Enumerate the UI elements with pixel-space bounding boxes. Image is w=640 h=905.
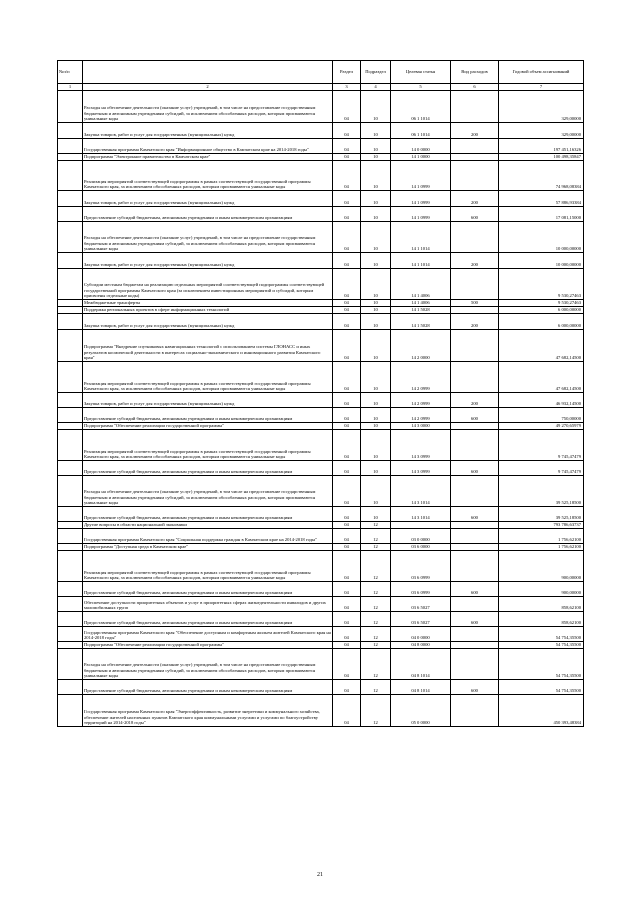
row-subsection-cell: 10 — [361, 393, 391, 408]
table-row — [58, 123, 584, 139]
table-row — [58, 314, 584, 330]
row-number-cell — [58, 597, 83, 612]
row-target-cell: 14 1 0999 — [391, 207, 451, 222]
row-number-cell — [58, 612, 83, 627]
table-row — [58, 529, 584, 544]
row-section-cell: 04 — [333, 207, 361, 222]
header-section: Раздел — [333, 61, 361, 84]
row-name-cell: Предоставление субсидий бюджетным, автономным учреждениям и иным некоммерческим организациям — [83, 461, 333, 476]
table-row — [58, 551, 584, 582]
row-amount-cell: 54 754,35500 — [499, 627, 584, 642]
row-subsection-cell: 10 — [361, 507, 391, 522]
row-name-cell: Закупка товаров, работ и услуг для государственных (муниципальных) нужд — [83, 253, 333, 269]
row-target-cell: 14 2 0999 — [391, 408, 451, 423]
row-number-cell — [58, 314, 83, 330]
row-amount-cell: 450 393,48384 — [499, 695, 584, 727]
row-name-cell: Межбюджетные трансферты — [83, 300, 333, 307]
row-name-cell: Закупка товаров, работ и услуг для государственных (муниципальных) нужд — [83, 393, 333, 408]
row-target-cell: 14 2 0999 — [391, 362, 451, 393]
row-expense-cell — [451, 161, 499, 191]
row-number-cell — [58, 642, 83, 649]
table-row — [58, 253, 584, 269]
row-number-cell — [58, 507, 83, 522]
row-name-cell: Государственная программа Камчатского края "Энергоэффективность, развитие энергетики и коммунального хозяйства, обеспечение жителей населенных пунктов Камчатского края коммунальными услугами и услугами по благоустройству территорий на 2014-2018 годы" — [83, 695, 333, 727]
row-number-cell — [58, 362, 83, 393]
row-expense-cell — [451, 430, 499, 461]
col-number: 1 — [58, 84, 83, 91]
row-target-cell: 04 8 1014 — [391, 649, 451, 680]
row-target-cell: 03 0 0000 — [391, 529, 451, 544]
row-number-cell — [58, 529, 83, 544]
row-number-cell — [58, 423, 83, 430]
row-amount-cell: 57 886,93384 — [499, 191, 584, 207]
row-number-cell — [58, 544, 83, 551]
table-row — [58, 393, 584, 408]
row-expense-cell — [451, 91, 499, 123]
row-name-cell: Реализация мероприятий соответствующей подпрограммы в рамках соответствующей государственной программы Камчатского края, за исключением обособленных расходов, которым присваиваются уникальные коды — [83, 161, 333, 191]
row-amount-cell: 6 000,00000 — [499, 314, 584, 330]
row-subsection-cell: 10 — [361, 253, 391, 269]
row-subsection-cell: 10 — [361, 191, 391, 207]
row-subsection-cell: 10 — [361, 307, 391, 314]
row-name-cell: Подпрограмма "Доступная среда в Камчатском крае" — [83, 544, 333, 551]
table-row — [58, 582, 584, 597]
row-amount-cell: 9 530,27463 — [499, 269, 584, 300]
row-target-cell: 04 0 0000 — [391, 627, 451, 642]
row-target-cell: 14 0 0000 — [391, 139, 451, 154]
row-target-cell: 14 1 5028 — [391, 307, 451, 314]
row-section-cell: 04 — [333, 269, 361, 300]
row-section-cell: 04 — [333, 330, 361, 362]
row-subsection-cell: 12 — [361, 522, 391, 529]
row-subsection-cell: 12 — [361, 680, 391, 695]
row-section-cell: 04 — [333, 307, 361, 314]
row-section-cell: 04 — [333, 430, 361, 461]
row-expense-cell — [451, 627, 499, 642]
row-amount-cell: 54 754,35500 — [499, 680, 584, 695]
row-number-cell — [58, 307, 83, 314]
table-row — [58, 612, 584, 627]
table-row — [58, 695, 584, 727]
table-row — [58, 91, 584, 123]
table-row — [58, 423, 584, 430]
row-amount-cell: 47 682,14500 — [499, 330, 584, 362]
row-subsection-cell: 12 — [361, 695, 391, 727]
row-section-cell: 04 — [333, 597, 361, 612]
row-section-cell: 04 — [333, 300, 361, 307]
row-target-cell: 06 1 1014 — [391, 123, 451, 139]
table-row — [58, 544, 584, 551]
table-row — [58, 430, 584, 461]
row-expense-cell — [451, 597, 499, 612]
table-row — [58, 476, 584, 507]
row-target-cell: 04 8 1014 — [391, 680, 451, 695]
row-section-cell: 04 — [333, 393, 361, 408]
table-row — [58, 649, 584, 680]
row-name-cell: Предоставление субсидий бюджетным, автономным учреждениям и иным некоммерческим организациям — [83, 582, 333, 597]
table-row — [58, 269, 584, 300]
row-number-cell — [58, 123, 83, 139]
row-number-cell — [58, 408, 83, 423]
row-section-cell: 04 — [333, 461, 361, 476]
row-name-cell: Государственная программа Камчатского края "Информационное общество в Камчатском крае на 2014-2018 годы" — [83, 139, 333, 154]
row-amount-cell: 39 525,18500 — [499, 507, 584, 522]
row-section-cell: 04 — [333, 362, 361, 393]
table-row — [58, 154, 584, 161]
row-expense-cell: 200 — [451, 253, 499, 269]
row-target-cell: 14 1 0999 — [391, 161, 451, 191]
row-amount-cell: 900,00000 — [499, 551, 584, 582]
row-name-cell: Субсидии местным бюджетам на реализацию отдельных мероприятий соответствующей подпрограммы соответствующей государственной программы Камчатского края (за исключением инвестиционных мероприятий и субсидий, которым присвоены отдельные коды) — [83, 269, 333, 300]
table-row — [58, 300, 584, 307]
row-section-cell: 04 — [333, 476, 361, 507]
row-name-cell: Подпрограмма "Электронное правительство в Камчатском крае" — [83, 154, 333, 161]
row-number-cell — [58, 253, 83, 269]
table-row — [58, 139, 584, 154]
row-amount-cell: 9 745,47479 — [499, 430, 584, 461]
row-target-cell: 14 3 0999 — [391, 430, 451, 461]
row-target-cell: 04 8 0000 — [391, 642, 451, 649]
row-number-cell — [58, 393, 83, 408]
table-row — [58, 222, 584, 253]
table-row — [58, 680, 584, 695]
header-subsection: Подраздел — [361, 61, 391, 84]
row-target-cell: 05 0 0000 — [391, 695, 451, 727]
row-section-cell: 04 — [333, 642, 361, 649]
row-amount-cell: 858,62100 — [499, 612, 584, 627]
col-number: 6 — [451, 84, 499, 91]
row-section-cell: 04 — [333, 423, 361, 430]
row-amount-cell: 39 525,18500 — [499, 476, 584, 507]
table-row — [58, 507, 584, 522]
row-number-cell — [58, 191, 83, 207]
row-target-cell: 03 6 0999 — [391, 551, 451, 582]
row-section-cell: 04 — [333, 649, 361, 680]
row-subsection-cell: 10 — [361, 300, 391, 307]
row-target-cell: 14 3 1014 — [391, 507, 451, 522]
row-expense-cell — [451, 544, 499, 551]
row-target-cell: 14 3 0000 — [391, 423, 451, 430]
table-row — [58, 461, 584, 476]
row-amount-cell: 750,00000 — [499, 408, 584, 423]
budget-table-sheet — [57, 60, 583, 727]
row-amount-cell: 1 756,62100 — [499, 544, 584, 551]
row-name-cell: Обеспечение доступности приоритетных объектов и услуг в приоритетных сферах жизнедеятельности инвалидов и других маломобильных групп — [83, 597, 333, 612]
row-number-cell — [58, 582, 83, 597]
row-name-cell: Предоставление субсидий бюджетным, автономным учреждениям и иным некоммерческим организациям — [83, 507, 333, 522]
row-name-cell: Реализация мероприятий соответствующей подпрограммы в рамках соответствующей государственной программы Камчатского края, за исключением обособленных расходов, которым присваиваются уникальные коды — [83, 362, 333, 393]
row-name-cell: Расходы на обеспечение деятельности (оказание услуг) учреждений, в том числе на предоставление государственным бюджетным и автономным учреждениям субсидий, за исключением обособленных расходов, которым присваиваются уникальные коды — [83, 649, 333, 680]
row-section-cell: 04 — [333, 139, 361, 154]
row-expense-cell: 600 — [451, 612, 499, 627]
row-amount-cell: 6 000,00000 — [499, 307, 584, 314]
row-name-cell: Реализация мероприятий соответствующей подпрограммы в рамках соответствующей государственной программы Камчатского края, за исключением обособленных расходов, которым присваиваются уникальные коды — [83, 430, 333, 461]
row-name-cell: Закупка товаров, работ и услуг для государственных (муниципальных) нужд — [83, 314, 333, 330]
table-row — [58, 161, 584, 191]
row-expense-cell: 200 — [451, 393, 499, 408]
row-subsection-cell: 10 — [361, 330, 391, 362]
col-number: 3 — [333, 84, 361, 91]
col-number: 4 — [361, 84, 391, 91]
row-expense-cell — [451, 476, 499, 507]
row-section-cell: 04 — [333, 191, 361, 207]
table-row — [58, 362, 584, 393]
row-amount-cell: 858,62100 — [499, 597, 584, 612]
row-subsection-cell: 10 — [361, 207, 391, 222]
row-expense-cell: 200 — [451, 191, 499, 207]
row-subsection-cell: 12 — [361, 544, 391, 551]
row-number-cell — [58, 551, 83, 582]
row-subsection-cell: 12 — [361, 627, 391, 642]
row-subsection-cell: 10 — [361, 423, 391, 430]
row-expense-cell: 600 — [451, 207, 499, 222]
row-number-cell — [58, 222, 83, 253]
row-subsection-cell: 12 — [361, 642, 391, 649]
row-target-cell: 03 6 5027 — [391, 612, 451, 627]
row-amount-cell: 9 745,47479 — [499, 461, 584, 476]
row-subsection-cell: 10 — [361, 139, 391, 154]
table-row — [58, 307, 584, 314]
table-row — [58, 330, 584, 362]
row-amount-cell: 54 754,35500 — [499, 649, 584, 680]
row-name-cell: Государственная программа Камчатского края "Социальная поддержка граждан в Камчатском крае на 2014-2018 годы" — [83, 529, 333, 544]
row-name-cell: Государственная программа Камчатского края "Обеспечение доступным и комфортным жильем жителей Камчатского края на 2014-2018 годы" — [83, 627, 333, 642]
row-amount-cell: 10 000,00000 — [499, 253, 584, 269]
row-amount-cell: 9 530,27463 — [499, 300, 584, 307]
table-body — [58, 91, 584, 727]
table-row — [58, 627, 584, 642]
row-subsection-cell: 10 — [361, 123, 391, 139]
row-target-cell: 03 6 0999 — [391, 582, 451, 597]
row-target-cell: 14 1 1014 — [391, 222, 451, 253]
row-name-cell: Подпрограмма "Обеспечение реализации государственной программы" — [83, 423, 333, 430]
row-number-cell — [58, 649, 83, 680]
row-name-cell: Расходы на обеспечение деятельности (оказание услуг) учреждений, в том числе на предоставление государственным бюджетным и автономным учреждениям субсидий, за исключением обособленных расходов, которым присваиваются уникальные коды — [83, 91, 333, 123]
row-target-cell: 14 1 0999 — [391, 191, 451, 207]
table-row — [58, 408, 584, 423]
header-target: Целевая статья — [391, 61, 451, 84]
row-name-cell: Подпрограмма "Внедрение спутниковых навигационных технологий с использованием системы ГЛОНАСС и иных результатов космической деятельности в интересах социально-экономического и инновационного развития Камчатского края" — [83, 330, 333, 362]
header-row — [58, 61, 584, 84]
row-subsection-cell: 12 — [361, 612, 391, 627]
row-name-cell: Реализация мероприятий соответствующей подпрограммы в рамках соответствующей государственной программы Камчатского края, за исключением обособленных расходов, которым присваиваются уникальные коды — [83, 551, 333, 582]
row-number-cell — [58, 461, 83, 476]
col-number: 5 — [391, 84, 451, 91]
row-expense-cell: 200 — [451, 123, 499, 139]
row-expense-cell — [451, 642, 499, 649]
row-subsection-cell: 12 — [361, 551, 391, 582]
row-number-cell — [58, 207, 83, 222]
row-subsection-cell: 10 — [361, 461, 391, 476]
row-amount-cell: 17 081,15000 — [499, 207, 584, 222]
row-amount-cell: 10 000,00000 — [499, 222, 584, 253]
row-number-cell — [58, 330, 83, 362]
row-number-cell — [58, 695, 83, 727]
table-row — [58, 191, 584, 207]
header-number: №п/п — [58, 61, 83, 84]
row-expense-cell — [451, 695, 499, 727]
row-target-cell: 14 1 1014 — [391, 253, 451, 269]
row-section-cell: 04 — [333, 408, 361, 423]
row-subsection-cell: 10 — [361, 269, 391, 300]
row-name-cell: Расходы на обеспечение деятельности (оказание услуг) учреждений, в том числе на предоставление государственным бюджетным и автономным учреждениям субсидий, за исключением обособленных расходов, которым присваиваются уникальные коды — [83, 476, 333, 507]
row-expense-cell — [451, 522, 499, 529]
row-target-cell: 14 1 4006 — [391, 269, 451, 300]
row-subsection-cell: 10 — [361, 314, 391, 330]
row-expense-cell — [451, 423, 499, 430]
row-name-cell: Поддержка региональных проектов в сфере информационных технологий — [83, 307, 333, 314]
row-section-cell: 04 — [333, 507, 361, 522]
row-section-cell: 04 — [333, 314, 361, 330]
table-row — [58, 597, 584, 612]
row-amount-cell: 1 756,62100 — [499, 529, 584, 544]
row-expense-cell — [451, 269, 499, 300]
row-section-cell: 04 — [333, 544, 361, 551]
row-number-cell — [58, 161, 83, 191]
row-amount-cell: 100 498,35847 — [499, 154, 584, 161]
row-expense-cell: 600 — [451, 582, 499, 597]
row-subsection-cell: 12 — [361, 529, 391, 544]
row-subsection-cell: 10 — [361, 154, 391, 161]
row-expense-cell: 600 — [451, 507, 499, 522]
row-number-cell — [58, 627, 83, 642]
row-amount-cell: 54 754,35500 — [499, 642, 584, 649]
row-target-cell: 14 1 4006 — [391, 300, 451, 307]
row-name-cell: Другие вопросы в области национальной экономики — [83, 522, 333, 529]
row-expense-cell — [451, 330, 499, 362]
row-section-cell: 04 — [333, 551, 361, 582]
row-section-cell: 04 — [333, 91, 361, 123]
row-subsection-cell: 10 — [361, 91, 391, 123]
row-expense-cell: 600 — [451, 408, 499, 423]
row-amount-cell: 793 786,63737 — [499, 522, 584, 529]
row-name-cell: Предоставление субсидий бюджетным, автономным учреждениям и иным некоммерческим организациям — [83, 680, 333, 695]
row-name-cell: Предоставление субсидий бюджетным, автономным учреждениям и иным некоммерческим организациям — [83, 408, 333, 423]
row-expense-cell: 600 — [451, 680, 499, 695]
row-number-cell — [58, 269, 83, 300]
header-name — [83, 61, 333, 84]
row-target-cell: 14 3 1014 — [391, 476, 451, 507]
col-number: 7 — [499, 84, 584, 91]
table-row — [58, 642, 584, 649]
table-row — [58, 207, 584, 222]
row-expense-cell: 200 — [451, 314, 499, 330]
row-section-cell: 04 — [333, 161, 361, 191]
row-amount-cell: 49 270,65979 — [499, 423, 584, 430]
row-subsection-cell: 10 — [361, 476, 391, 507]
row-subsection-cell: 10 — [361, 362, 391, 393]
row-amount-cell: 47 682,14500 — [499, 362, 584, 393]
row-subsection-cell: 10 — [361, 408, 391, 423]
row-target-cell: 14 2 0000 — [391, 330, 451, 362]
row-section-cell: 04 — [333, 154, 361, 161]
row-expense-cell — [451, 139, 499, 154]
row-number-cell — [58, 476, 83, 507]
row-number-cell — [58, 522, 83, 529]
row-expense-cell — [451, 649, 499, 680]
table-row — [58, 522, 584, 529]
row-section-cell: 04 — [333, 123, 361, 139]
row-target-cell: 14 1 5028 — [391, 314, 451, 330]
row-expense-cell — [451, 529, 499, 544]
row-expense-cell — [451, 362, 499, 393]
row-section-cell: 04 — [333, 253, 361, 269]
row-section-cell: 04 — [333, 522, 361, 529]
row-target-cell: 14 3 0999 — [391, 461, 451, 476]
row-expense-cell: 500 — [451, 300, 499, 307]
row-subsection-cell: 12 — [361, 582, 391, 597]
numbering-row — [58, 84, 584, 91]
row-section-cell: 04 — [333, 582, 361, 597]
row-target-cell: 14 2 0999 — [391, 393, 451, 408]
row-subsection-cell: 12 — [361, 597, 391, 612]
row-number-cell — [58, 154, 83, 161]
row-expense-cell — [451, 551, 499, 582]
row-target-cell: 06 1 1014 — [391, 91, 451, 123]
row-section-cell: 04 — [333, 627, 361, 642]
row-number-cell — [58, 91, 83, 123]
row-section-cell: 04 — [333, 680, 361, 695]
row-expense-cell — [451, 154, 499, 161]
row-amount-cell: 329,00000 — [499, 123, 584, 139]
row-amount-cell: 900,00000 — [499, 582, 584, 597]
row-section-cell: 04 — [333, 222, 361, 253]
header-expense: Вид расходов — [451, 61, 499, 84]
row-target-cell: 14 1 0000 — [391, 154, 451, 161]
page-number: 21 — [317, 872, 323, 878]
row-expense-cell — [451, 222, 499, 253]
row-section-cell: 04 — [333, 695, 361, 727]
row-name-cell: Подпрограмма "Обеспечение реализации государственной программы" — [83, 642, 333, 649]
row-name-cell: Предоставление субсидий бюджетным, автономным учреждениям и иным некоммерческим организациям — [83, 612, 333, 627]
row-name-cell: Закупка товаров, работ и услуг для государственных (муниципальных) нужд — [83, 123, 333, 139]
row-number-cell — [58, 300, 83, 307]
row-amount-cell: 329,00000 — [499, 91, 584, 123]
row-subsection-cell: 10 — [361, 222, 391, 253]
row-number-cell — [58, 680, 83, 695]
row-amount-cell: 197 451,16326 — [499, 139, 584, 154]
col-number: 2 — [83, 84, 333, 91]
header-amount: Годовой объем ассигнований — [499, 61, 584, 84]
row-expense-cell: 600 — [451, 461, 499, 476]
row-target-cell: 03 6 0000 — [391, 544, 451, 551]
row-name-cell: Расходы на обеспечение деятельности (оказание услуг) учреждений, в том числе на предоставление государственным бюджетным и автономным учреждениям субсидий, за исключением обособленных расходов, которым присваиваются уникальные коды — [83, 222, 333, 253]
row-target-cell — [391, 522, 451, 529]
row-number-cell — [58, 430, 83, 461]
row-expense-cell — [451, 307, 499, 314]
row-number-cell — [58, 139, 83, 154]
row-amount-cell: 74 968,08384 — [499, 161, 584, 191]
row-subsection-cell: 10 — [361, 161, 391, 191]
row-section-cell: 04 — [333, 529, 361, 544]
row-target-cell: 03 6 5027 — [391, 597, 451, 612]
row-subsection-cell: 10 — [361, 430, 391, 461]
row-subsection-cell: 12 — [361, 649, 391, 680]
row-section-cell: 04 — [333, 612, 361, 627]
budget-table — [57, 60, 584, 727]
row-amount-cell: 46 932,14500 — [499, 393, 584, 408]
row-name-cell: Закупка товаров, работ и услуг для государственных (муниципальных) нужд — [83, 191, 333, 207]
row-name-cell: Предоставление субсидий бюджетным, автономным учреждениям и иным некоммерческим организациям — [83, 207, 333, 222]
